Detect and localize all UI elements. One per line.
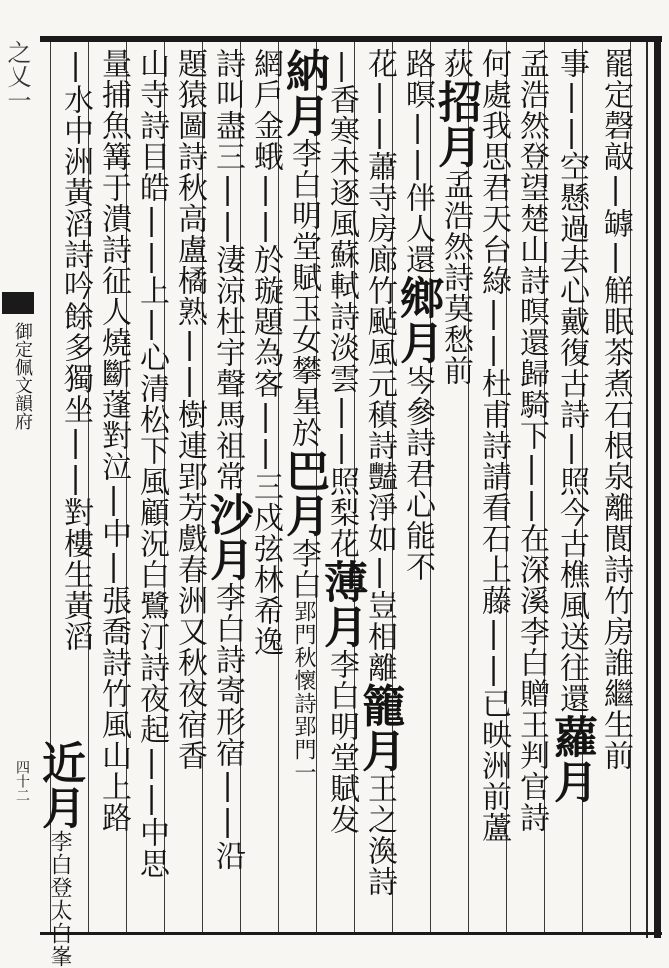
text-column-5: 荻招月孟浩然詩莫愁前 <box>430 48 481 386</box>
headword: 納月 <box>278 48 329 138</box>
text-column-6: 路暝||伴人還鄉月岑參詩君心能不 <box>392 48 443 582</box>
text-column-12: 題猿圖詩秋高盧橘熟||樹連郢芳戲春洲又秋夜宿香 <box>172 48 207 771</box>
headword: 籠月 <box>354 683 405 773</box>
text-column-14: 量捕魚篝于潰詩征人燒斷蓬對泣|中|張喬詩竹風山上路 <box>96 48 131 833</box>
headword: 招月 <box>430 79 481 169</box>
frame-right-inner-border <box>646 42 648 938</box>
text-column-11: 詩叫盡三||淒涼杜宇聲馬祖常沙月李白詩寄形宿||沿 <box>202 48 253 871</box>
text-column-4: 何處我思君天台綠||杜甫詩請看石上藤||已映洲前蘆 <box>476 48 511 843</box>
frame-top-border <box>40 36 662 42</box>
frame-right-border <box>654 36 661 938</box>
text-column-1: 罷定磬敲|罅|觧眠茶煮石根泉離閬詩竹房誰繼生前 <box>598 48 633 771</box>
text-column-8: |香寒未逐風蘇軾詩淡雲||照梨花薄月李白明堂賦发 <box>316 48 367 835</box>
text-column-15: |水中洲黃滔詩吟餘多獨坐||對樓生黃滔 <box>58 48 93 652</box>
headword: 近月 <box>34 740 85 830</box>
headword: 薄月 <box>316 559 367 649</box>
text-column-3: 孟浩然登望楚山詩暝還歸騎下||在深溪李白贈王判官詩 <box>514 48 549 833</box>
headword: 蘿月 <box>546 714 597 804</box>
book-title: 御定佩文韻府 <box>12 322 33 430</box>
frame-bottom-border <box>40 932 662 935</box>
headword: 巴月 <box>278 448 329 538</box>
fishtail-mark <box>2 292 34 314</box>
text-column-9: 納月李白明堂賦玉女攀星於巴月李白郢門秋懷詩郢門一 <box>278 48 329 784</box>
text-column-2: 事||空懸過去心戴復古詩|照今古樵風送往還蘿月 <box>546 48 597 804</box>
edge-text: 之乂一 <box>3 40 31 112</box>
page-number: 四十二 <box>14 760 30 802</box>
text-column-16: 近月李白登太白峯 <box>34 740 85 968</box>
text-column-7: 花||蕭寺房廊竹颭風元稹詩豔淨如|豈相離籠月王之渙詩 <box>354 48 405 897</box>
headword: 沙月 <box>202 492 253 582</box>
text-column-13: 山寺詩目皓||上|心清松下風顧況白鷺汀詩夜起||中思 <box>134 48 169 879</box>
text-column-10: 網戶金蛾||於璇題為客||三戍弦林希逸 <box>248 48 283 657</box>
headword: 鄉月 <box>392 275 443 365</box>
